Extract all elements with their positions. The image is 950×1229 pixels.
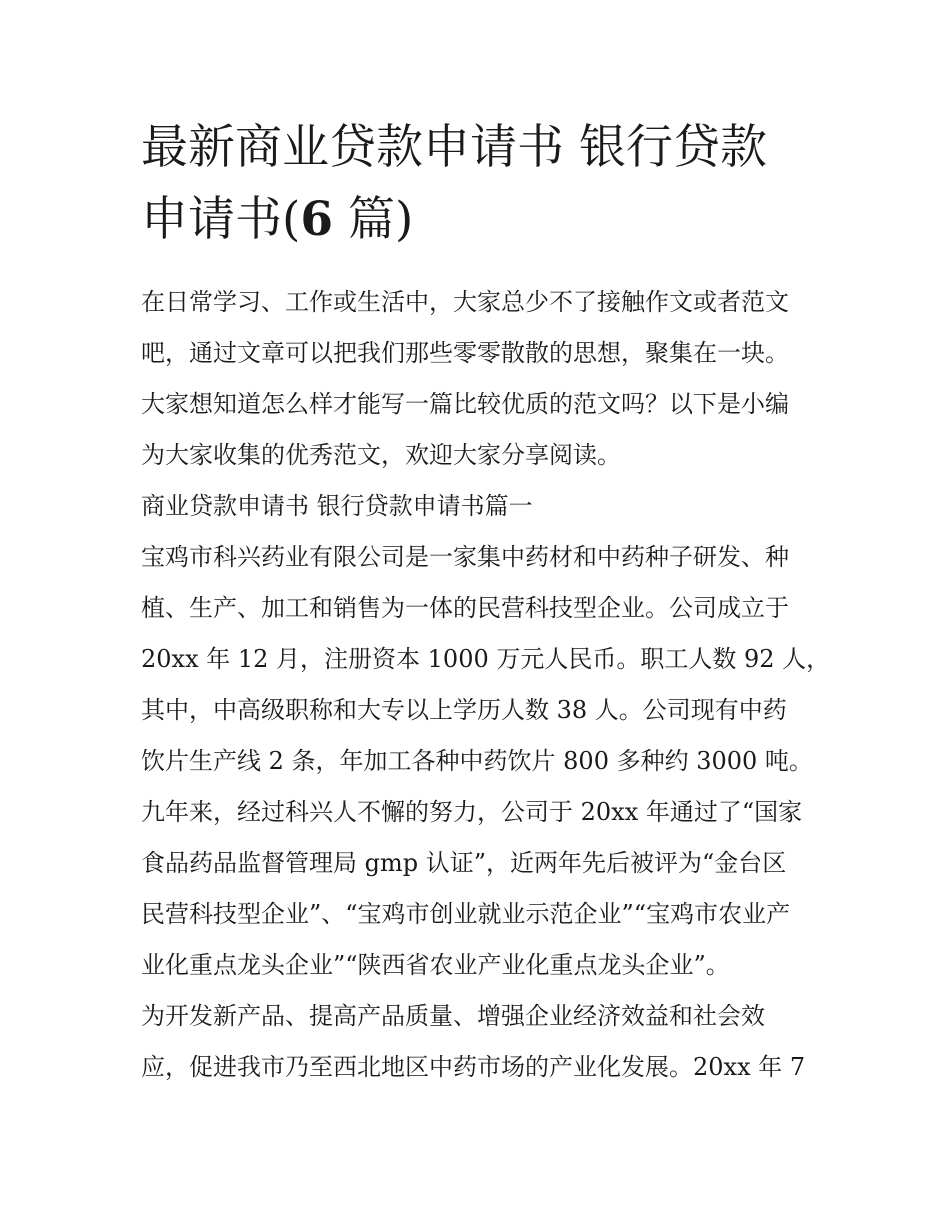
text-line: 其中，中高级职称和大专以上学历人数 38 人。公司现有中药 <box>141 696 787 724</box>
text-line: 宝鸡市科兴药业有限公司是一家集中药材和中药种子研发、种 <box>141 543 789 571</box>
title-line-1: 最新商业贷款申请书 银行贷款 <box>141 120 767 175</box>
text-line: 吧，通过文章可以把我们那些零零散散的思想，聚集在一块。 <box>141 339 789 367</box>
title-line-2-prefix: 申请书( <box>141 192 301 247</box>
text-line: 民营科技型企业”、“宝鸡市创业就业示范企业”“宝鸡市农业产 <box>141 900 791 928</box>
title-line-2-number: 6 <box>300 192 334 247</box>
text-line: 在日常学习、工作或生活中，大家总少不了接触作文或者范文 <box>141 288 789 316</box>
text-line: 植、生产、加工和销售为一体的民营科技型企业。公司成立于 <box>141 594 789 622</box>
text-line: 为开发新产品、提高产品质量、增强企业经济效益和社会效 <box>141 1002 765 1030</box>
text-line: 应，促进我市乃至西北地区中药市场的产业化发展。20xx 年 7 <box>141 1053 806 1081</box>
text-line: 食品药品监督管理局 gmp 认证”，近两年先后被评为“金台区 <box>141 849 787 877</box>
text-line: 饮片生产线 2 条，年加工各种中药饮片 800 多种约 3000 吨。 <box>141 747 813 775</box>
title-line-2-suffix: 篇) <box>333 192 414 247</box>
text-line: 为大家收集的优秀范文，欢迎大家分享阅读。 <box>141 441 621 469</box>
section-heading: 商业贷款申请书 银行贷款申请书篇一 <box>141 492 533 520</box>
document-body <box>141 277 831 1093</box>
document-title <box>141 112 821 256</box>
title-line-2 <box>141 184 821 256</box>
text-line: 20xx 年 12 月，注册资本 1000 万元人民币。职工人数 92 人， <box>141 645 831 673</box>
text-line: 大家想知道怎么样才能写一篇比较优质的范文吗？以下是小编 <box>141 390 789 418</box>
text-line: 业化重点龙头企业”“陕西省农业产业化重点龙头企业”。 <box>141 951 730 979</box>
text-line: 九年来，经过科兴人不懈的努力，公司于 20xx 年通过了“国家 <box>141 798 803 826</box>
